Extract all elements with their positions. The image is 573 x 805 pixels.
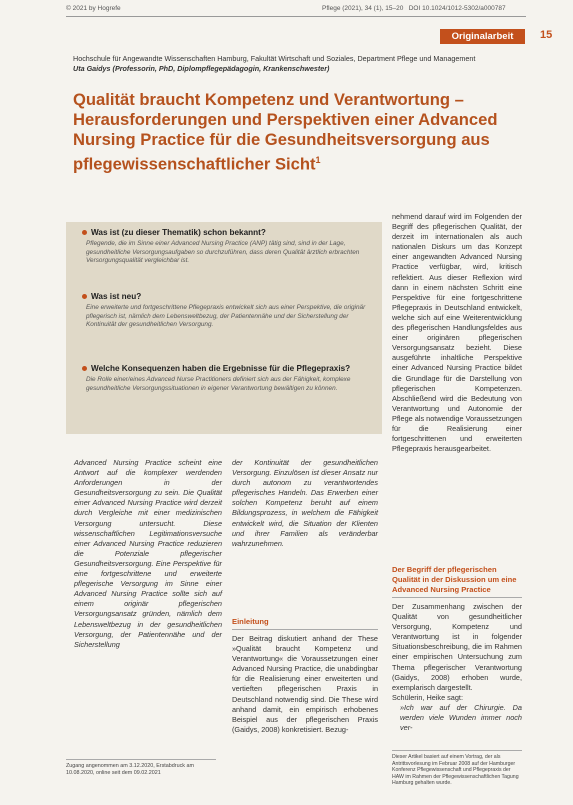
page-number: 15 [540,29,553,41]
summary-known [82,228,372,266]
institution: Hochschule für Angewandte Wissenschaften Hamburg, Fakultät Wirtschaft und Soziales, Department Pflege und Management [73,54,476,63]
introduction-heading: Einleitung [232,617,269,626]
abstract-column-a: Advanced Nursing Practice scheint eine Antwort auf die komplexer werdenden Anforderungen in der Gesundheitsversorgung zu sein. Die Qualität einer Advanced Nursing Practice wird derzeit durch Vergleiche mit einer medizinischen Versorgung untersucht. Diese wissenschaftlichen Legitimationsversuche einer Advanced Nursing Practice reduzieren die Potenziale pflegerischer Gesundheitsversorgung. Eine Perspektive für eine fortgeschrittene und erweiterte pflegerische Versorgung im Sinne einer Advanced Nursing Practice sollte sich auf einem originär pflegerischen Versorgungsansatz gründen, nämlich dem Lebensweltbezug in der gesundheitlichen Versorgung, der Patientennähe und der Sicherstellung [74,458,222,649]
body-column-c: nehmend darauf wird im Folgenden der Begriff des pflegerischen Qualität, der derzeit im internationalen als auch nationalen Diskurs um das Konzept einer angewandten Advanced Nursing Practice verfügbar, wird, kritisch reflektiert. Aus dieser Reflexion wird dann in einem nächsten Schritt eine Perspektive für eine fortgeschrittene Pflegepraxis in Deutschland entwickelt, welche sich auf eine Weiterentwicklung des pflegerischen Handlungsfeldes aus einer originären pflegerischen Versorgungsansatz bezieht. Diese ausgeführte inhaltliche Perspektive einer Advanced Nursing Practice bildet die Grundlage für die Darstellung von pflegerischen Kompetenzen. Abschließend wird die Bedeutung von Verantwortung und Autonomie der Pflege als notwendige Voraussetzungen für die Realisierung einer fortgeschrittenen und erweiterten Pflegepraxis herausgearbeitet. [392,212,522,454]
summary-heading: Welche Konsequenzen haben die Ergebnisse für die Pflegepraxis? [91,364,351,373]
footnote-1: Dieser Artikel basiert auf einem Vortrag, der als Antrittsvorlesung im Februar 2008 auf der Hamburger Konferenz Pflegewissenschaft und Pflegepraxis der HAW im Rahmen der Pflegewissenschaftlichen Tagung Hamburg gehalten wurde. [392,754,519,786]
section-quality [392,565,522,733]
summary-body: Pflegende, die im Sinne einer Advanced Nursing Practice (ANP) tätig sind, sind in der Lage, gesundheitliche Versorgungsaufgaben so durchzuführen, dass deren Qualität ärztlich erbrachten Versorgungsqualität vergleichbar ist. [86,240,360,265]
footnote-rule [66,759,216,760]
introduction-section [232,617,378,735]
journal-citation: Pflege (2021), 34 (1), 15–20 [322,5,404,12]
summary-new [82,292,372,330]
affiliation [73,54,533,74]
summary-body: Die Rolle einer/eines Advanced Nurse Practitioners definiert sich aus der Fähigkeit, komplexe gesundheitliche Versorgungssituationen in eigener Verantwortung bewältigen zu können. [86,376,351,392]
header-copyright: © 2021 by Hogrefe [66,5,121,12]
authors: Uta Gaidys (Professorin, PhD, Diplompflegepädagogin, Krankenschwester) [73,64,330,73]
title-footnote-mark: 1 [315,155,321,165]
section-heading: Der Begriff der pflegerischen Qualität in der Diskussion um eine Advanced Nursing Practice [392,565,517,594]
article-title [73,90,513,175]
header-citation [322,5,506,12]
article-type-badge: Originalarbeit [440,29,525,44]
abstract-column-b: der Kontinuität der gesundheitlichen Versorgung. Einzulösen ist dieser Ansatz nur durch autonom zu verantwortendes pflegerisches Handeln. Das Erwerben einer solchen Kompetenz beruht auf einem Bildungsprozess, in welchem die Fähigkeit entwickelt wird, die Situation der Klienten und ihrer Familien als veränderbar wahrzunehmen. [232,458,378,548]
summary-body: Eine erweiterte und fortgeschrittene Pflegepraxis entwickelt sich aus einer Perspektive, die originär pflegerisch ist, nämlich dem Lebensweltbezug, der Patientennähe und der Sicherstellung der Kontinuität der gesundheitlichen Versorgung. [86,304,366,329]
summary-heading: Was ist neu? [91,292,142,301]
section-rule [392,597,522,598]
article-title-text: Qualität braucht Kompetenz und Verantwortung – Herausforderungen und Perspektiven einer Advanced Nursing Practice für die Gesundheitsversorgung aus pflegewissenschaftlicher Sicht [73,90,498,174]
doi: DOI 10.1024/1012-5302/a000787 [408,5,506,12]
bullet-icon [82,366,87,371]
quote-text: »Ich war auf der Chirurgie. Da werden viele Wunden immer noch ver- [400,702,522,733]
bullet-icon [82,294,87,299]
quote-speaker: Schülerin, Heike sagt: [392,692,463,702]
section-rule [232,629,378,630]
footnote-rule [392,750,522,751]
footnote-dates: Zugang angenommen am 3.12.2020, Erstabdruck am 10.08.2020, online seit dem 09.02.2021 [66,763,194,776]
section-body: Der Zusammenhang zwischen der Qualität von gesundheitlicher Versorgung, Kompetenz und Verantwortung ist in folgender Situationsbeschreibung, die im Rahmen einer empirischen Untersuchung zum Thema pflegerischer Verantwortung (Gaidys, 2008) erhoben wurde, exemplarisch dargestellt. [392,602,522,692]
header-rule [66,16,526,17]
summary-heading: Was ist (zu dieser Thematik) schon bekannt? [91,228,266,237]
introduction-body: Der Beitrag diskutiert anhand der These »Qualität braucht Kompetenz und Verantwortung« die Voraussetzungen einer Advanced Nursing Practice, die unabdingbar für die Realisierung einer erweiterten und vertieften pflegerischen Praxis in Deutschland notwendig sind. Die These wird anhand damit, ein empirisch erhobenes Beispiel aus der pflegerischen Praxis (Gaidys, 2008) konkretisiert. Bezug- [232,634,378,734]
bullet-icon [82,230,87,235]
summary-consequences [82,364,372,393]
